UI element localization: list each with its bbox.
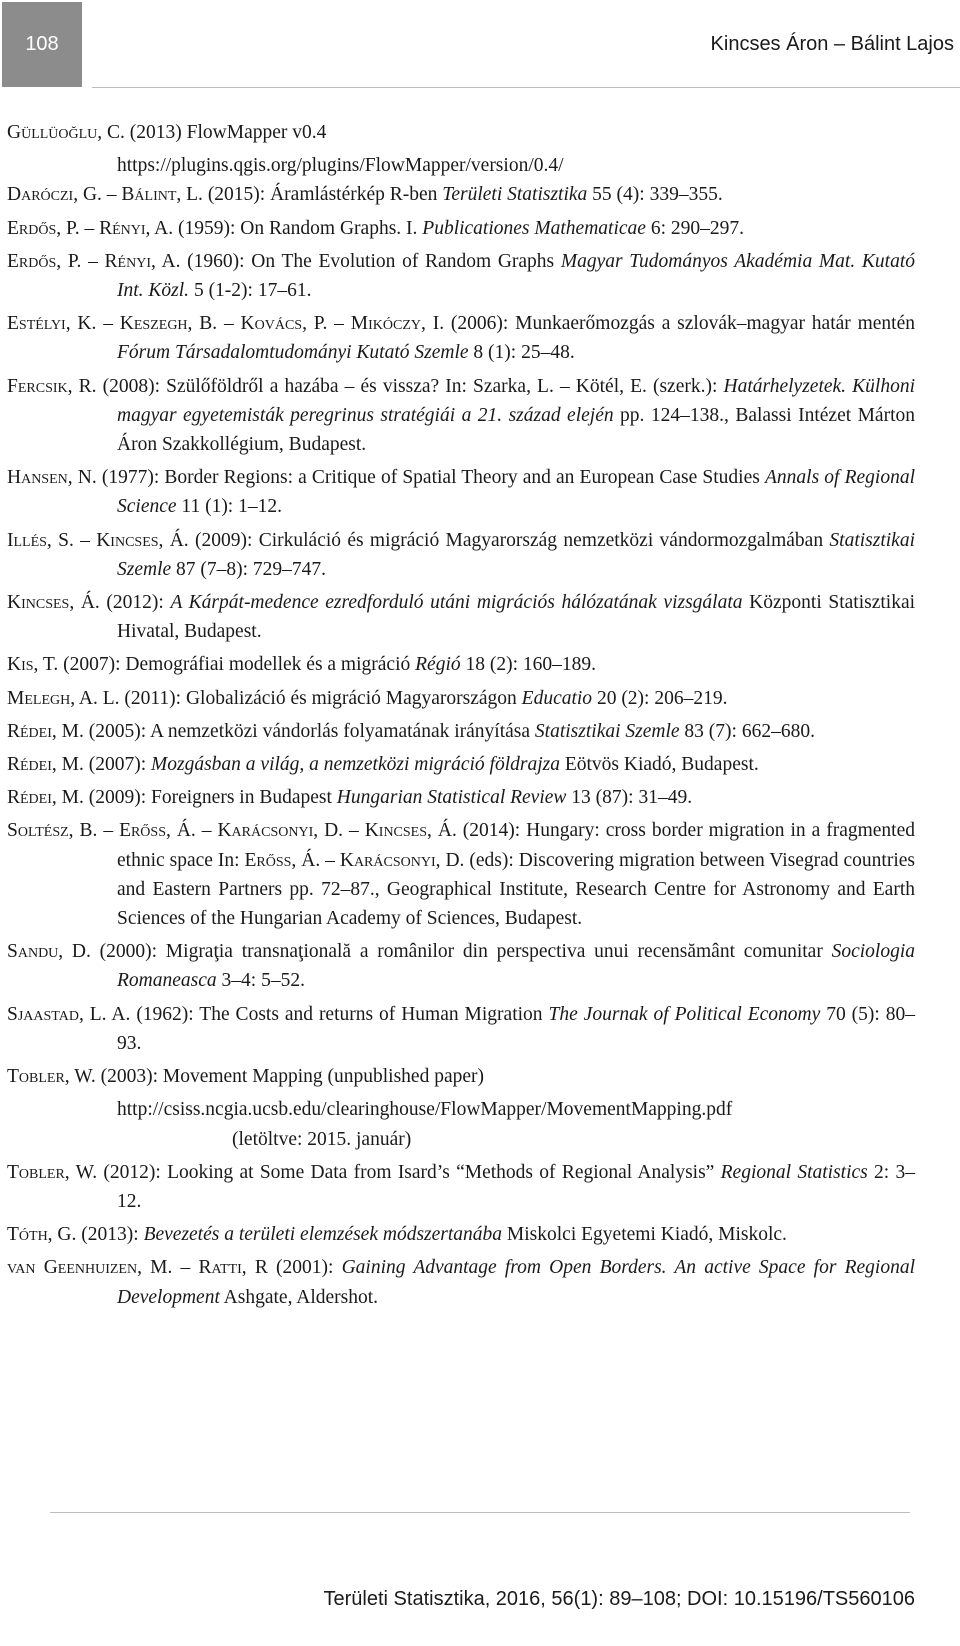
reference-authors: Erdős, P. – Rényi, A.: [7, 217, 174, 239]
reference-details: Miskolci Egyetemi Kiadó, Miskolc.: [502, 1224, 787, 1246]
reference-details: 8 (1): 25–48.: [468, 342, 575, 364]
reference-text: (2013):: [76, 1224, 144, 1246]
reference-entry: [7, 526, 915, 584]
reference-authors: Sjaastad, L. A.: [7, 1003, 131, 1025]
reference-details: (eds): Discovering migration between Visegrad countries and Eastern Partners pp. 72–87., Geographical Institute, Research Centre for Astronomy and Earth Sciences of the Hungarian Academy of Sciences, Budapest.: [117, 849, 915, 930]
reference-journal: Hungarian Statistical Review: [336, 787, 567, 809]
reference-url[interactable]: http://csiss.ncgia.ucsb.edu/clearinghouse/FlowMapper/MovementMapping.pdf: [117, 1099, 733, 1121]
reference-entry: [7, 1220, 915, 1249]
reference-details: 87 (7–8): 729–747.: [171, 558, 327, 580]
reference-journal: Mozgásban a világ, a nemzetközi migráció földrajza: [151, 754, 560, 776]
reference-authors: Melegh, A. L.: [7, 687, 120, 709]
reference-details: pp. 124–138., Balassi Intézet Márton Áron Szakkollégium, Budapest.: [117, 404, 915, 456]
reference-text: (2015): Áramlástérkép R-ben: [202, 184, 443, 206]
reference-journal: Magyar Tudományos Akadémia Mat. Kutató Int. Közl.: [117, 250, 915, 302]
reference-journal: The Journak of Political Economy: [548, 1003, 821, 1025]
reference-text: (2007):: [83, 754, 152, 776]
reference-url[interactable]: https://plugins.qgis.org/plugins/FlowMapper/version/0.4/: [117, 155, 564, 177]
reference-text: (2013) FlowMapper v0.4: [124, 122, 327, 143]
reference-authors: Illés, S. – Kincses, Á.: [7, 529, 189, 551]
reference-entry: [7, 750, 915, 779]
reference-text: (2008): Szülőföldről a hazába – és vissza? In: Szarka, L. – Kötél, E. (szerk.):: [96, 375, 724, 397]
reference-text: (2001):: [267, 1257, 342, 1279]
reference-authors: Rédei, M.: [7, 787, 84, 809]
reference-journal: Annals of Regional Science: [117, 467, 915, 518]
reference-authors: Soltész, B. – Erőss, Á. – Karácsonyi, D. – Kincses, Á.: [7, 820, 457, 842]
reference-journal: Bevezetés a területi elemzések módszertanába: [143, 1224, 503, 1246]
reference-entry: [7, 1158, 915, 1216]
reference-text: (2011): Globalizáció és migráció Magyarországon: [119, 687, 522, 709]
reference-details: 5 (1-2): 17–61.: [189, 280, 312, 302]
reference-authors: Rédei, M.: [7, 720, 84, 742]
reference-journal: Területi Statisztika: [442, 184, 588, 206]
reference-text: (2009): Cirkuláció és migráció Magyarország nemzetközi vándormozgalmában: [188, 529, 830, 551]
reference-details: 13 (87): 31–49.: [566, 787, 693, 809]
footer-citation: Területi Statisztika, 2016, 56(1): 89–108; DOI: 10.15196/TS560106: [323, 1588, 915, 1610]
reference-list: [7, 118, 915, 1316]
reference-details: 3–4: 5–52.: [216, 970, 305, 992]
page-number: 108: [25, 33, 59, 55]
reference-entry: [7, 717, 915, 746]
reference-entry: [7, 1062, 915, 1091]
reference-authors: Kis, T.: [7, 654, 59, 676]
reference-text: (2003): Movement Mapping (unpublished paper): [95, 1066, 484, 1088]
reference-details: 18 (2): 160–189.: [460, 654, 597, 676]
reference-authors: Fercsik, R.: [7, 375, 97, 397]
reference-text: (2009): Foreigners in Budapest: [83, 787, 337, 809]
reference-entry: [7, 816, 915, 933]
reference-details: 2: 3–12.: [117, 1161, 915, 1212]
reference-journal: Educatio: [521, 687, 593, 709]
reference-entry: [7, 588, 915, 646]
reference-text: (1977): Border Regions: a Critique of Spatial Theory and an European Case Studies: [96, 467, 765, 489]
reference-details: Központi Statisztikai Hivatal, Budapest.: [117, 592, 916, 643]
reference-access-note: (letöltve: 2015. január): [232, 1128, 412, 1150]
reference-authors: Rédei, M.: [7, 754, 84, 776]
reference-text: (2007): Demográfiai modellek és a migráció: [58, 654, 416, 676]
reference-details: 55 (4): 339–355.: [587, 184, 723, 206]
reference-text: (1960): On The Evolution of Random Graphs: [180, 250, 561, 272]
reference-entry: [7, 214, 915, 243]
reference-journal: Gaining Advantage from Open Borders. An active Space for Regional Development: [117, 1257, 915, 1308]
reference-journal: Statisztikai Szemle: [117, 529, 915, 580]
reference-authors: van Geenhuizen, M. – Ratti, R: [7, 1257, 268, 1279]
reference-entry: [7, 1253, 915, 1311]
reference-entry: [7, 937, 915, 995]
reference-text: (2012):: [99, 592, 171, 614]
reference-authors: Estélyi, K. – Keszegh, B. – Kovács, P. – Mikóczy, I.: [7, 313, 445, 335]
reference-journal: Publicationes Mathematicae: [422, 217, 646, 239]
reference-entry: [7, 118, 915, 147]
reference-journal: A Kárpát-medence ezredforduló utáni migrációs hálózatának vizsgálata: [170, 592, 743, 614]
reference-text: (2006): Munkaerőmozgás a szlovák–magyar határ mentén: [444, 313, 915, 335]
reference-editors: Erőss, Á. – Karácsonyi, D.: [244, 849, 465, 871]
reference-details: Ashgate, Aldershot.: [219, 1286, 379, 1308]
reference-text: (2012): Looking at Some Data from Isard’s “Methods of Regional Analysis”: [97, 1161, 721, 1183]
reference-authors: Erdős, P. – Rényi, A.: [7, 250, 181, 272]
reference-details: 11 (1): 1–12.: [176, 496, 282, 518]
reference-authors: Sandu, D.: [7, 941, 91, 963]
reference-entry: [7, 650, 915, 679]
reference-details: Eötvös Kiadó, Budapest.: [559, 754, 759, 776]
reference-entry: [7, 783, 915, 812]
reference-text: (1962): The Costs and returns of Human Migration: [130, 1003, 549, 1025]
reference-entry: [7, 1000, 915, 1058]
footer-divider: [50, 1512, 910, 1513]
reference-journal: Fórum Társadalomtudományi Kutató Szemle: [117, 342, 469, 364]
reference-journal: Statisztikai Szemle: [534, 720, 680, 742]
reference-authors: Güllüoğlu, C.: [7, 122, 125, 143]
reference-text: (2005): A nemzetközi vándorlás folyamatának irányítása: [83, 720, 535, 742]
reference-entry: [7, 247, 915, 305]
reference-journal: Sociologia Romaneasca: [117, 941, 915, 992]
reference-details: 83 (7): 662–680.: [679, 720, 815, 742]
reference-text: (2014): Hungary: cross border migration in a fragmented ethnic space In:: [117, 820, 915, 871]
reference-details: 6: 290–297.: [645, 217, 744, 239]
reference-authors: Tobler, W.: [7, 1161, 98, 1183]
reference-entry: [7, 372, 915, 460]
reference-authors: Daróczi, G. – Bálint, L.: [7, 184, 203, 206]
reference-journal: Régió: [415, 654, 461, 676]
reference-authors: Tóth, G.: [7, 1224, 77, 1246]
reference-entry: [7, 180, 915, 209]
reference-details: 20 (2): 206–219.: [592, 687, 728, 709]
running-head: Kincses Áron – Bálint Lajos: [92, 2, 960, 88]
reference-journal: Határhelyzetek. Külhoni magyar egyetemisták peregrinus stratégiái a 21. század elején: [117, 375, 916, 426]
reference-entry: [7, 684, 915, 713]
reference-authors: Hansen, N.: [7, 467, 97, 489]
reference-entry: [7, 309, 915, 367]
reference-authors: Tobler, W.: [7, 1066, 96, 1088]
reference-details: 70 (5): 80–93.: [117, 1003, 915, 1054]
reference-journal: Regional Statistics: [720, 1161, 868, 1183]
reference-text: (2000): Migraţia transnaţională a românilor din perspectiva unui recensământ comunitar: [90, 941, 832, 963]
reference-text: (1959): On Random Graphs. I.: [173, 217, 423, 239]
reference-authors: Kincses, Á.: [7, 592, 100, 614]
page-number-box: [2, 2, 82, 87]
reference-entry: [7, 463, 915, 521]
